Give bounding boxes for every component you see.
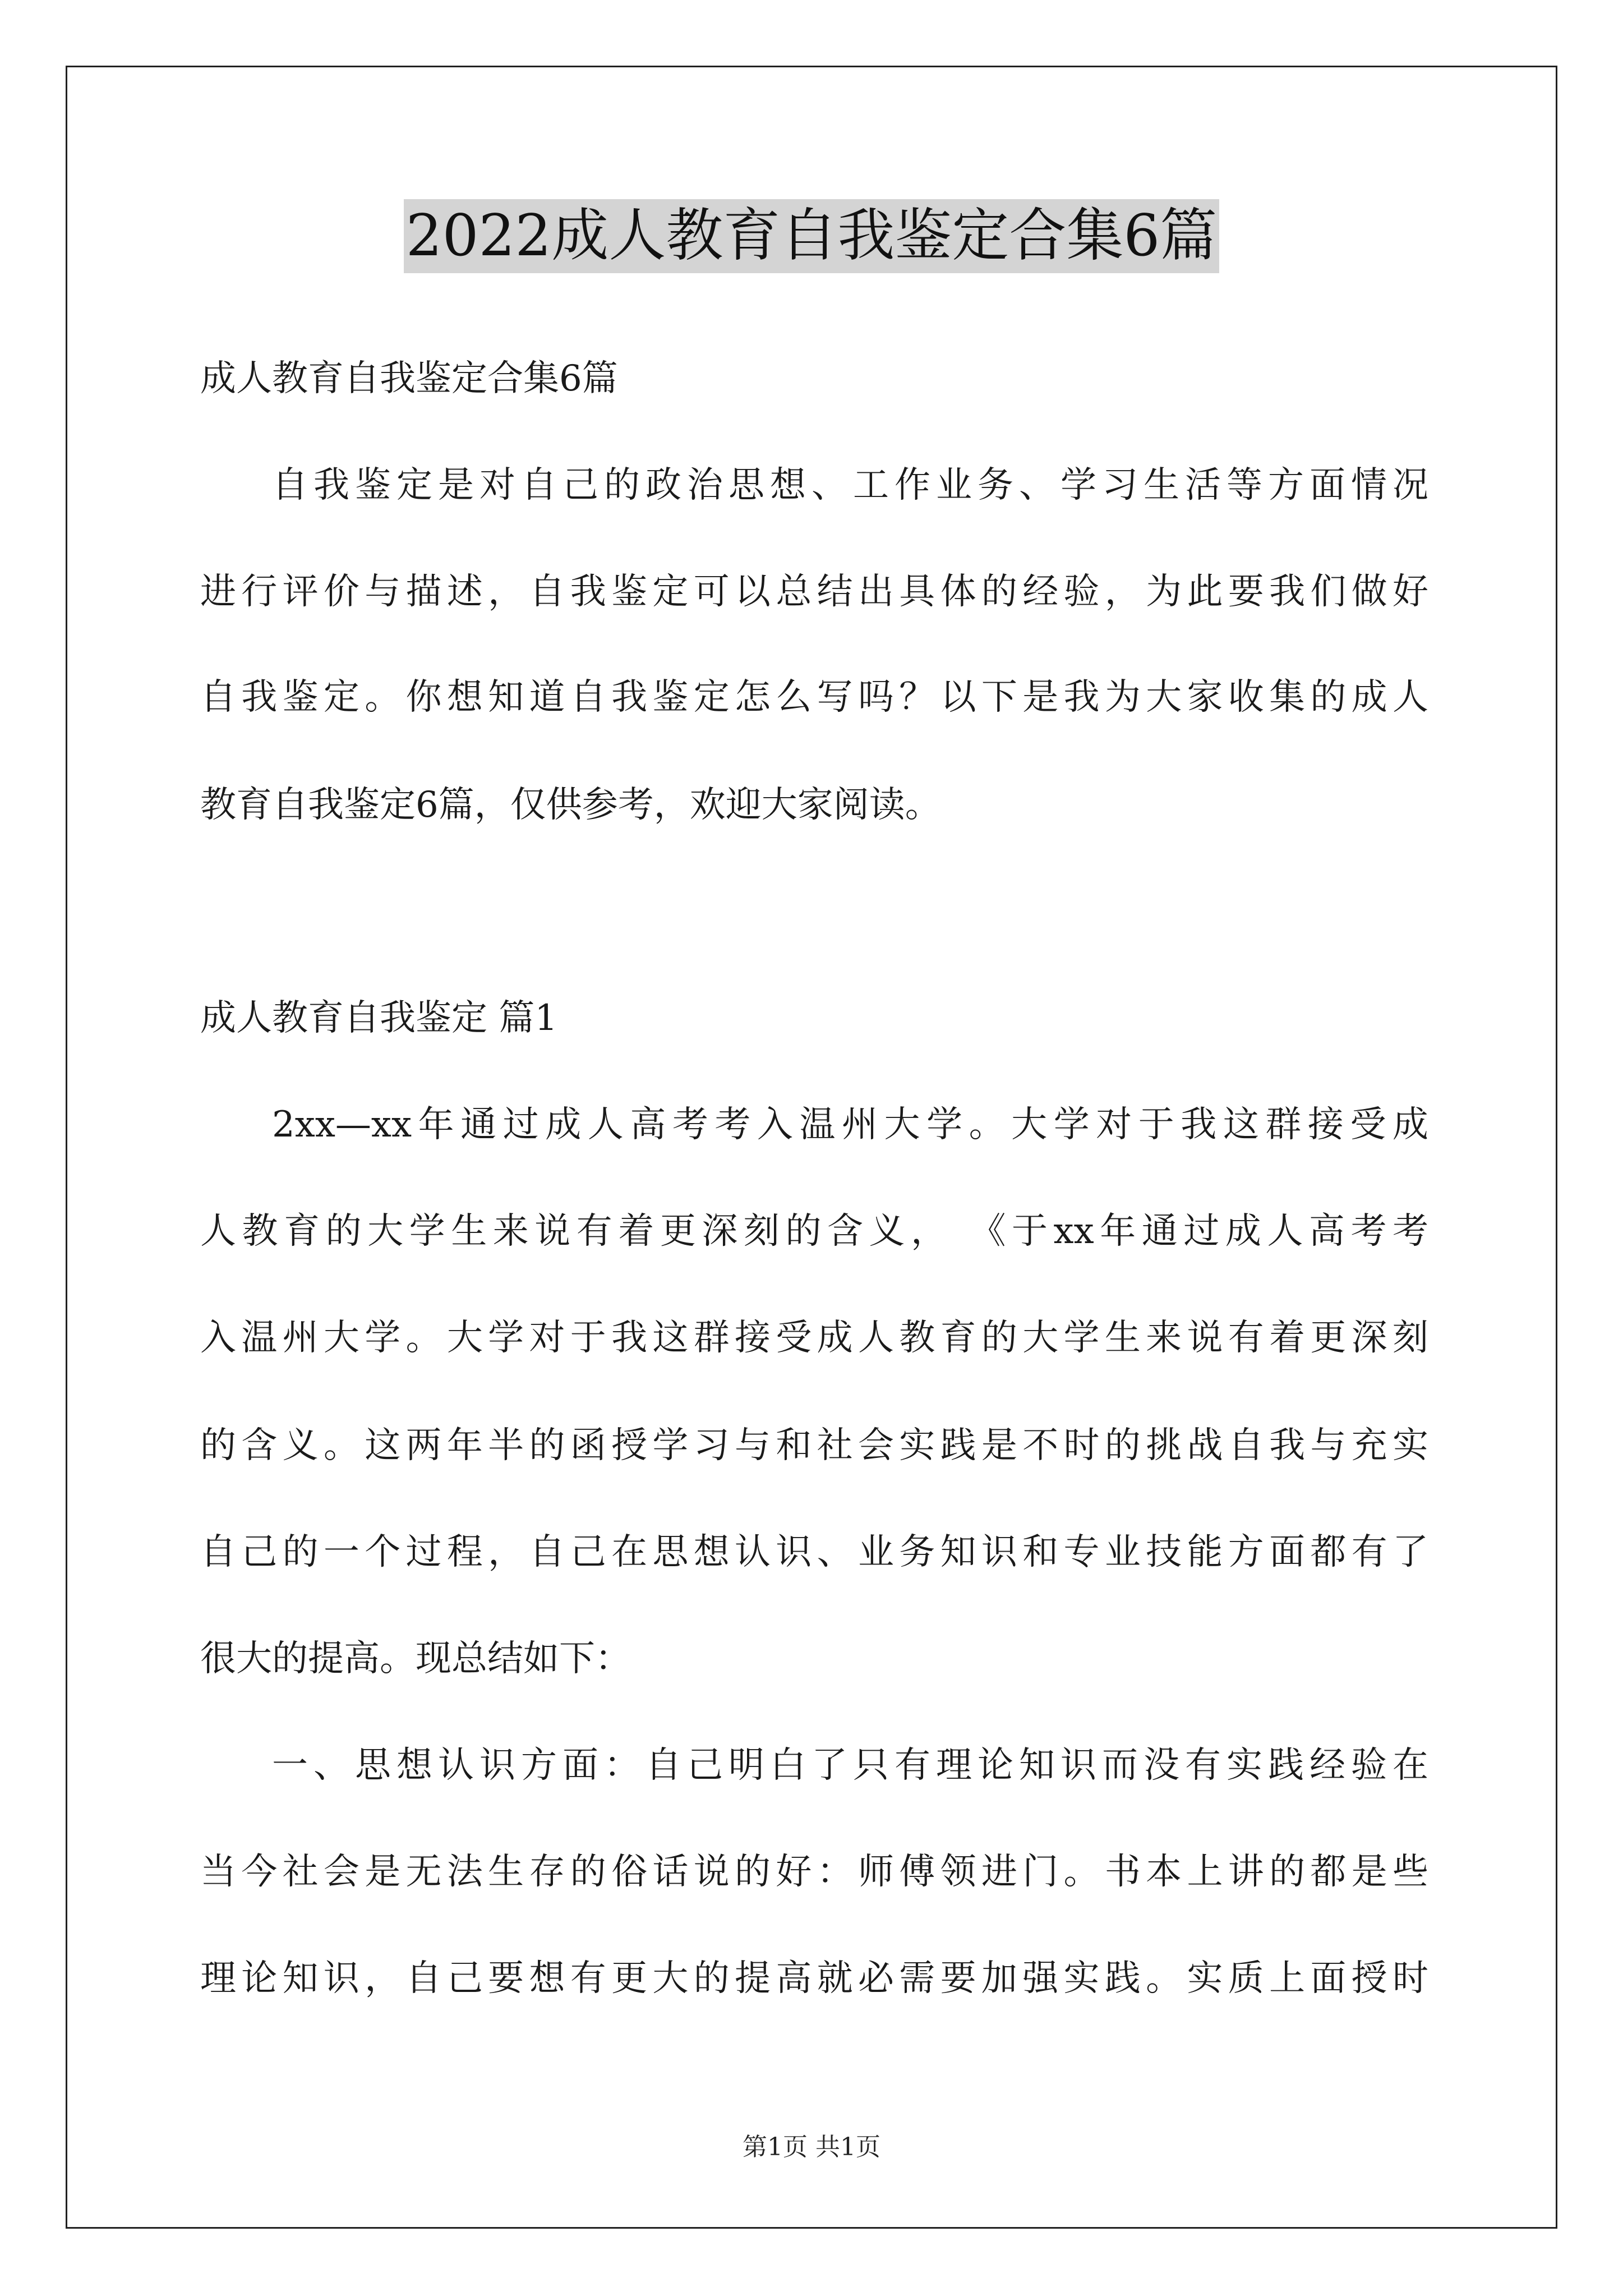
body-line: 进行评价与描述，自我鉴定可以总结出具体的经验，为此要我们做好 [200,571,1428,613]
body-line: 教育自我鉴定6篇，仅供参考，欢迎大家阅读。 [200,784,941,826]
body-line: 一、思想认识方面：自己明白了只有理论知识而没有实践经验在 [272,1745,1428,1786]
body-line: 自我鉴定是对自己的政治思想、工作业务、学习生活等方面情况 [272,464,1428,506]
page-number: 第1页 共1页 [743,2133,880,2161]
subtitle-line: 成人教育自我鉴定合集6篇 [200,358,618,399]
section-heading: 成人教育自我鉴定 篇1 [200,997,558,1039]
body-line: 2xx—xx年通过成人高考考入温州大学。大学对于我这群接受成 [272,1104,1428,1145]
body-line: 当今社会是无法生存的俗话说的好：师傅领进门。书本上讲的都是些 [200,1851,1428,1893]
body-line: 入温州大学。大学对于我这群接受成人教育的大学生来说有着更深刻 [200,1317,1428,1359]
body-line: 自己的一个过程，自己在思想认识、业务知识和专业技能方面都有了 [200,1531,1428,1573]
document-title: 2022成人教育自我鉴定合集6篇 [404,199,1219,273]
body-line: 人教育的大学生来说有着更深刻的含义， 《于xx年通过成人高考考 [200,1211,1428,1252]
body-line: 很大的提高。现总结如下： [200,1638,631,1680]
body-line: 理论知识，自己要想有更大的提高就必需要加强实践。实质上面授时 [200,1958,1428,1999]
body-line: 自我鉴定。你想知道自我鉴定怎么写吗？以下是我为大家收集的成人 [200,677,1428,718]
body-line: 的含义。这两年半的函授学习与和社会实践是不时的挑战自我与充实 [200,1425,1428,1466]
title-container [0,199,1623,273]
